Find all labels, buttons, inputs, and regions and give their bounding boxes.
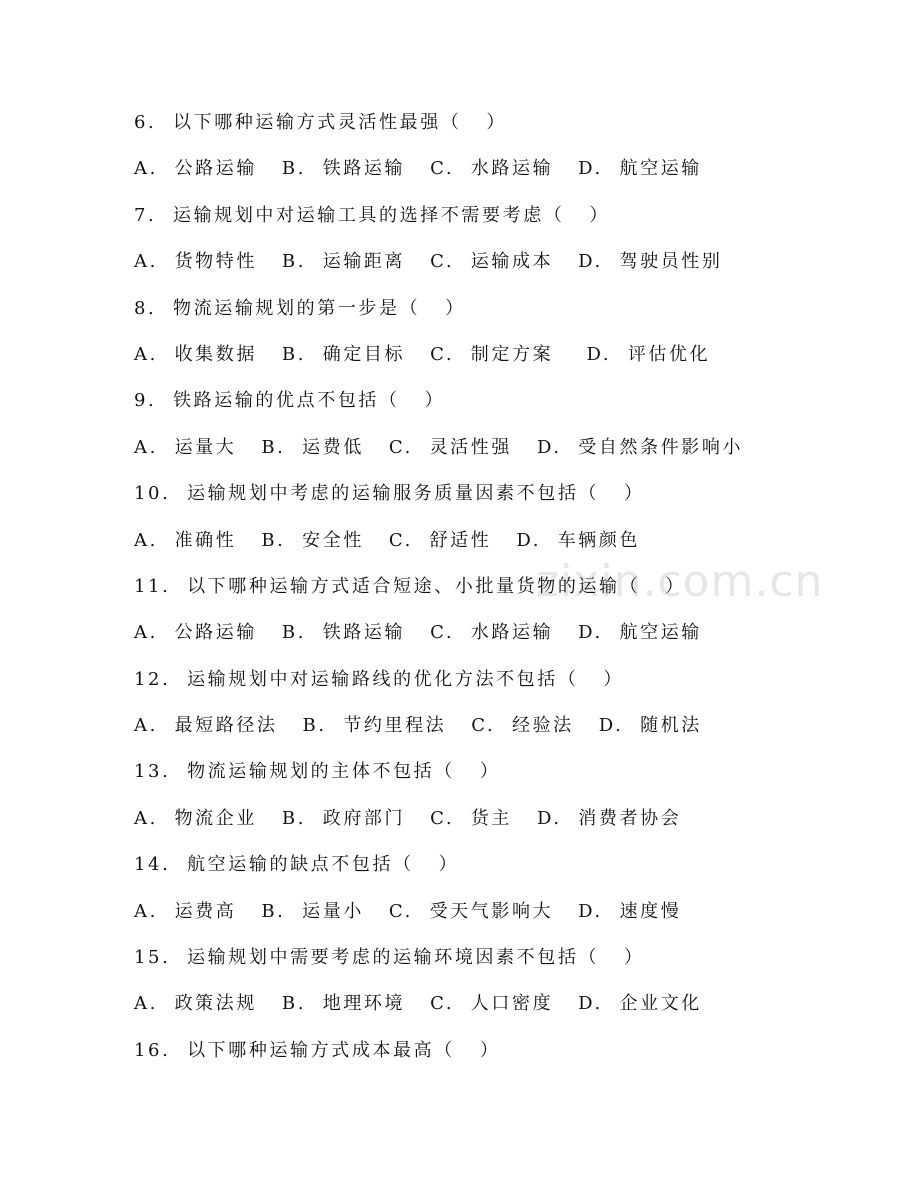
question-15: 15. 运输规划中需要考虑的运输环境因素不包括（ ）	[134, 947, 645, 969]
options-6: A. 公路运输 B. 铁路运输 C. 水路运输 D. 航空运输	[134, 158, 702, 180]
question-7: 7. 运输规划中对运输工具的选择不需要考虑（ ）	[134, 204, 610, 226]
watermark: zixin.com.cn	[536, 556, 824, 607]
question-9: 9. 铁路运输的优点不包括（ ）	[134, 390, 446, 412]
question-6: 6. 以下哪种运输方式灵活性最强（ ）	[134, 112, 507, 133]
question-16: 16. 以下哪种运输方式成本最高（ ）	[134, 1039, 501, 1061]
question-14: 14. 航空运输的缺点不包括（ ）	[134, 854, 460, 876]
question-12: 12. 运输规划中对运输路线的优化方法不包括（ ）	[134, 668, 625, 690]
options-7: A. 货物特性 B. 运输距离 C. 运输成本 D. 驾驶员性别	[134, 251, 723, 273]
question-8: 8. 物流运输规划的第一步是（ ）	[134, 297, 466, 319]
options-14: A. 运费高 B. 运量小 C. 受天气影响大 D. 速度慢	[134, 900, 682, 922]
options-15: A. 政策法规 B. 地理环境 C. 人口密度 D. 企业文化	[134, 993, 702, 1015]
question-11: 11. 以下哪种运输方式适合短途、小批量货物的运输（ ）	[134, 575, 686, 597]
options-11: A. 公路运输 B. 铁路运输 C. 水路运输 D. 航空运输	[134, 622, 702, 644]
options-9: A. 运量大 B. 运费低 C. 灵活性强 D. 受自然条件影响小	[134, 436, 744, 458]
options-8: A. 收集数据 B. 确定目标 C. 制定方案 D. 评估优化	[134, 343, 711, 365]
question-list	[134, 108, 874, 1082]
options-12: A. 最短路径法 B. 节约里程法 C. 经验法 D. 随机法	[134, 715, 702, 737]
question-10: 10. 运输规划中考虑的运输服务质量因素不包括（ ）	[134, 483, 645, 505]
options-13: A. 物流企业 B. 政府部门 C. 货主 D. 消费者协会	[134, 807, 682, 829]
options-10: A. 准确性 B. 安全性 C. 舒适性 D. 车辆颜色	[134, 529, 641, 551]
question-13: 13. 物流运输规划的主体不包括（ ）	[134, 761, 501, 783]
